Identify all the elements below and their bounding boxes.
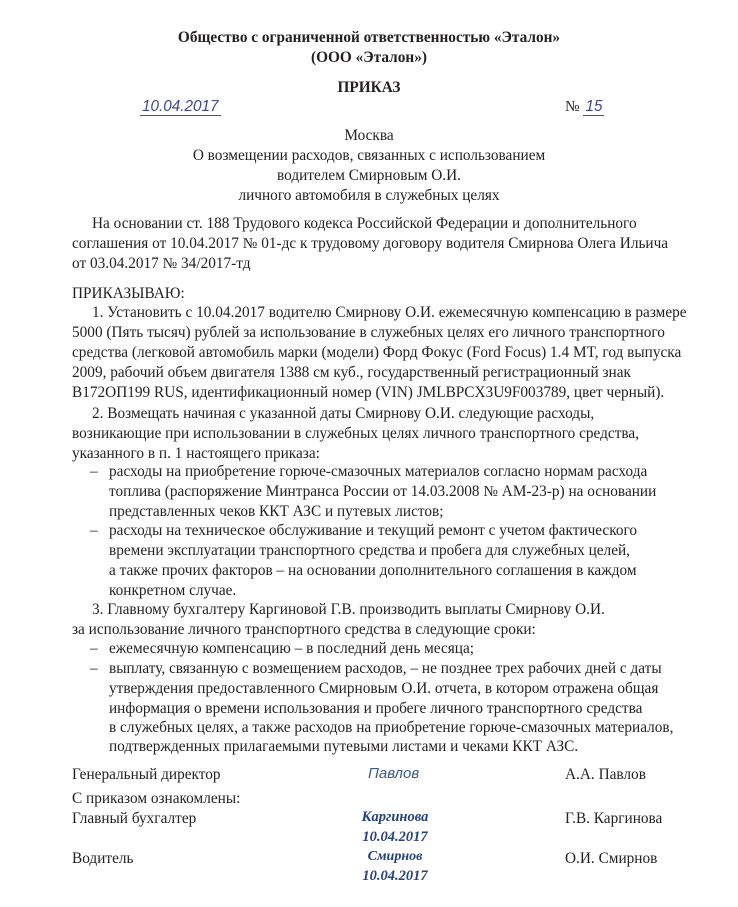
driver-sign-date: 10.04.2017 (362, 868, 428, 884)
p1-line: средства (легковой автомобиль марки (модели) Форд Фокус (Ford Focus) 1.4 MT, год выпуска (72, 344, 682, 361)
p1-line: 1. Установить с 10.04.2017 водителю Смирнову О.И. ежемесячную компенсацию в размере (92, 304, 687, 321)
p2-line: 2. Возмещать начиная с указанной даты Смирнову О.И. следующие расходы, (92, 405, 595, 422)
p2-item-line: времени эксплуатации транспортного средства и пробега для служебных целей, (109, 542, 630, 559)
p1-line: 2009, рабочий объем двигателя 1388 см куб., государственный регистрационный знак (72, 364, 631, 381)
p1-line: 5000 (Пять тысяч) рублей за использование в служебных целях его личного транспортного (72, 324, 665, 341)
basis-line: На основании ст. 188 Трудового кодекса Российской Федерации и дополнительного (92, 215, 637, 232)
p3-item-line: выплату, связанную с возмещением расходов, – не позднее трех рабочих дней с даты (109, 660, 662, 677)
director-signature: Павлов (368, 765, 420, 782)
order-date: 10.04.2017 (142, 98, 219, 115)
p3-item-line: в служебных целях, а также расходов на приобретение горюче-смазочных материалов, (109, 719, 674, 736)
driver-name: О.И. Смирнов (565, 850, 658, 867)
p3-item-line: ежемесячную компенсацию – в последний день месяца; (109, 640, 475, 657)
acquainted-label: С приказом ознакомлены: (72, 790, 241, 807)
order-number-field (565, 97, 604, 118)
p2-item-line: топлива (распоряжение Минтранса России от 14.03.2008 № АМ-23-р) на основании (109, 483, 657, 500)
order-word: ПРИКАЗЫВАЮ: (72, 285, 185, 302)
order-subject-line: водителем Смирновым О.И. (277, 167, 461, 184)
p3-item-line: информация о времени использования и пробеге личного транспортного средства (109, 700, 643, 717)
director-name: А.А. Павлов (565, 766, 646, 783)
accountant-sign-date: 10.04.2017 (362, 829, 428, 845)
bullet-dash: – (90, 522, 98, 539)
order-subject-line: личного автомобиля в служебных целях (238, 187, 500, 204)
p3-line: за использование личного транспортного средства в следующие сроки: (72, 621, 536, 638)
order-subject-line: О возмещении расходов, связанных с использованием (192, 147, 546, 164)
accountant-name: Г.В. Каргинова (565, 810, 663, 827)
bullet-dash: – (90, 463, 98, 480)
p2-line: возникающие при использовании в служебных целях личного транспортного средства, (72, 425, 640, 442)
driver-signature: Смирнов (367, 849, 423, 864)
accountant-title: Главный бухгалтер (72, 810, 197, 827)
p3-item-line: подтвержденных прилагаемыми путевыми листами и чеками ККТ АЗС. (109, 738, 579, 755)
p2-item-line: расходы на техническое обслуживание и текущий ремонт с учетом фактического (109, 522, 638, 539)
order-number-label: № (565, 98, 580, 115)
bullet-dash: – (90, 640, 98, 657)
director-title: Генеральный директор (72, 766, 221, 783)
p1-line: В172ОП199 RUS, идентификационный номер (VIN) JMLBPCX3U9F003789, цвет черный). (72, 384, 665, 401)
p3-item-line: утверждения предоставленного Смирновым О.И. отчета, в котором отражена общая (109, 680, 659, 697)
p2-item-line: а также прочих факторов – на основании дополнительного соглашения в каждом (109, 562, 637, 579)
p2-item-line: расходы на приобретение горюче-смазочных материалов согласно нормам расхода (109, 463, 648, 480)
p2-item-line: представленных чеков ККТ АЗС и путевых листов; (109, 503, 444, 520)
order-city: Москва (344, 127, 394, 144)
org-short-name: (ООО «Эталон») (311, 49, 427, 66)
p2-line: указанного в п. 1 настоящего приказа: (72, 445, 320, 462)
basis-line: от 03.04.2017 № 34/2017-тд (72, 255, 251, 272)
org-name: Общество с ограниченной ответственностью «Эталон» (177, 29, 561, 46)
order-number: 15 (585, 98, 603, 115)
driver-title: Водитель (72, 850, 134, 867)
p3-line: 3. Главному бухгалтеру Каргиновой Г.В. производить выплаты Смирнову О.И. (92, 601, 605, 618)
bullet-dash: – (90, 660, 98, 677)
p2-item-line: конкретном случае. (109, 582, 237, 599)
order-date-field (140, 97, 221, 118)
accountant-signature: Каргинова (361, 809, 429, 825)
basis-line: соглашения от 10.04.2017 № 01-дс к трудовому договору водителя Смирнова Олега Ильича (72, 235, 669, 252)
order-title: ПРИКАЗ (337, 79, 401, 96)
